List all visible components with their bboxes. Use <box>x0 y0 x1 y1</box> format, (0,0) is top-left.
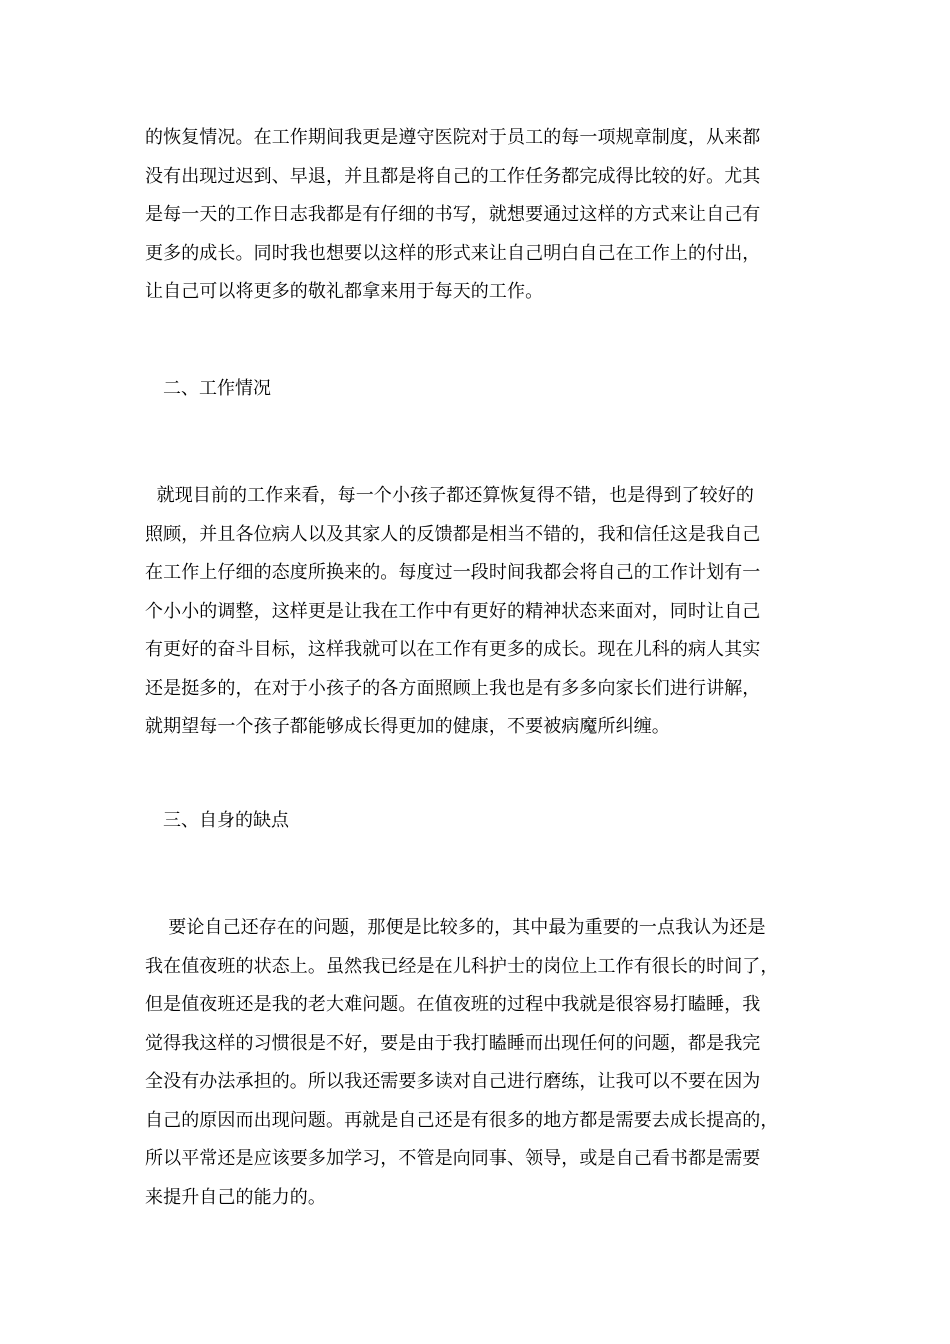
text-line: 还是挺多的，在对于小孩子的各方面照顾上我也是有多多向家长们进行讲解， <box>145 677 761 699</box>
text-line: 让自己可以将更多的敬礼都拿来用于每天的工作。 <box>145 281 544 302</box>
text-line: 更多的成长。同时我也想要以这样的形式来让自己明白自己在工作上的付出， <box>145 242 761 264</box>
text-line: 自己的原因而出现问题。再就是自己还是有很多的地方都是需要去成长提高的， <box>145 1109 779 1131</box>
text-line: 要论自己还存在的问题，那便是比较多的，其中最为重要的一点我认为还是 <box>145 917 766 938</box>
text-line: 来提升自己的能力的。 <box>145 1186 326 1208</box>
paragraph-shortcomings <box>145 909 810 1217</box>
text-line: 个小小的调整，这样更是让我在工作中有更好的精神状态来面对，同时让自己 <box>145 600 761 622</box>
section-heading-work-status: 二、工作情况 <box>163 378 271 399</box>
text-line: 就现目前的工作来看，每一个小孩子都还算恢复得不错，也是得到了较好的 <box>145 485 754 506</box>
text-line: 没有出现过迟到、早退，并且都是将自己的工作任务都完成得比较的好。尤其 <box>145 165 761 187</box>
text-line: 全没有办法承担的。所以我还需要多读对自己进行磨练，让我可以不要在因为 <box>145 1071 761 1092</box>
text-line: 觉得我这样的习惯很是不好，要是由于我打瞌睡而出现任何的问题，都是我完 <box>145 1032 761 1054</box>
text-line: 就期望每一个孩子都能够成长得更加的健康，不要被病魔所纠缠。 <box>145 716 670 737</box>
text-line: 照顾，并且各位病人以及其家人的反馈都是相当不错的，我和信任这是我自己 <box>145 523 761 545</box>
text-line: 在工作上仔细的态度所换来的。每度过一段时间我都会将自己的工作计划有一 <box>145 562 761 583</box>
text-line: 我在值夜班的状态上。虽然我已经是在儿科护士的岗位上工作有很长的时间了， <box>145 955 779 977</box>
section-heading-shortcomings: 三、自身的缺点 <box>163 810 289 831</box>
text-line: 是每一天的工作日志我都是有仔细的书写，就想要通过这样的方式来让自己有 <box>145 204 761 225</box>
paragraph-recovery <box>145 119 810 312</box>
text-line: 的恢复情况。在工作期间我更是遵守医院对于员工的每一项规章制度，从来都 <box>145 127 761 148</box>
text-line: 有更好的奋斗目标，这样我就可以在工作有更多的成长。现在儿科的病人其实 <box>145 639 761 660</box>
text-line: 所以平常还是应该要多加学习，不管是向同事、领导，或是自己看书都是需要 <box>145 1148 761 1169</box>
text-line: 但是值夜班还是我的老大难问题。在值夜班的过程中我就是很容易打瞌睡，我 <box>145 994 761 1015</box>
paragraph-work-status <box>145 477 810 747</box>
